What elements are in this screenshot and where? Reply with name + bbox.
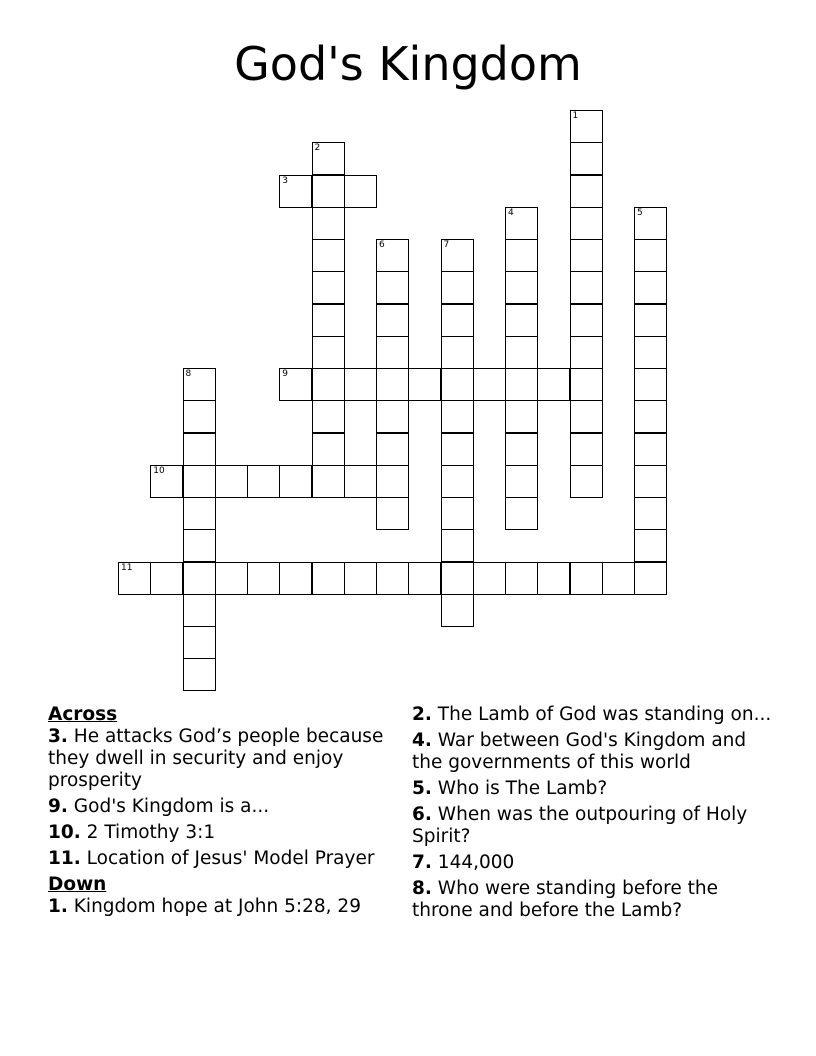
clue-down-4: 4. War between God's Kingdom and the governments of this world [412, 730, 747, 773]
clue-across-3: 3. He attacks God’s people because they dwell in security and enjoy prosperity [48, 726, 384, 791]
grid-cell[interactable] [570, 142, 603, 175]
clue-number: 6 [379, 240, 385, 250]
grid-cell[interactable] [634, 368, 667, 401]
clue-number: 7 [443, 240, 450, 250]
clue-number: 10 [153, 465, 165, 476]
grid-cell[interactable] [505, 336, 538, 369]
grid-cell[interactable] [473, 562, 506, 595]
grid-cell[interactable] [312, 207, 345, 240]
grid-cell[interactable] [570, 304, 603, 337]
grid-cell[interactable] [441, 562, 474, 595]
grid-cell[interactable] [312, 368, 345, 401]
clue-number: 9 [282, 369, 288, 379]
clue-down-5: 5. Who is The Lamb? [412, 778, 608, 799]
grid-cell[interactable] [505, 400, 538, 433]
grid-cell[interactable] [441, 400, 474, 433]
grid-cell[interactable] [376, 562, 409, 595]
grid-cell[interactable] [602, 562, 635, 595]
grid-cell[interactable] [505, 207, 538, 240]
grid-cell[interactable] [279, 562, 312, 595]
grid-cell[interactable] [441, 368, 474, 401]
grid-cell[interactable] [312, 271, 345, 304]
clue-number: 8 [185, 369, 192, 379]
grid-cell[interactable] [634, 497, 667, 530]
grid-cell[interactable] [570, 400, 603, 433]
grid-cell[interactable] [279, 175, 312, 208]
grid-cell[interactable] [570, 110, 603, 143]
grid-cell[interactable] [634, 271, 667, 304]
clue-across-11: 11. Location of Jesus' Model Prayer [48, 848, 375, 869]
grid-cell[interactable] [183, 562, 216, 595]
across-heading: Across [48, 704, 118, 725]
grid-cell[interactable] [408, 368, 441, 401]
clue-across-9: 9. God's Kingdom is a... [48, 796, 270, 817]
clue-down-2: 2. The Lamb of God was standing on... [412, 704, 772, 725]
grid-cell[interactable] [505, 465, 538, 498]
grid-cell[interactable] [441, 529, 474, 562]
grid-cell[interactable] [441, 336, 474, 369]
grid-cell[interactable] [634, 336, 667, 369]
clue-down-8: 8. Who were standing before the throne and before the Lamb? [412, 878, 718, 921]
grid-cell[interactable] [505, 304, 538, 337]
grid-cell[interactable] [312, 562, 345, 595]
clue-number: 2 [314, 143, 321, 154]
grid-cell[interactable] [183, 594, 216, 627]
down-heading: Down [48, 874, 107, 895]
clue-number: 4 [508, 207, 514, 218]
grid-cell[interactable] [570, 368, 603, 401]
clues-left-column [48, 704, 398, 922]
grid-cell[interactable] [441, 304, 474, 337]
grid-cell[interactable] [279, 368, 312, 401]
grid-cell[interactable] [344, 175, 377, 208]
clue-down-1: 1. Kingdom hope at John 5:28, 29 [48, 896, 361, 917]
grid-cell[interactable] [634, 562, 667, 595]
clues-right-column [412, 704, 772, 926]
clue-down-6: 6. When was the outpouring of Holy Spirit? [412, 804, 748, 847]
grid-cell[interactable] [634, 529, 667, 562]
grid-cell[interactable] [183, 465, 216, 498]
clue-across-10: 10. 2 Timothy 3:1 [48, 822, 216, 843]
grid-cell[interactable] [183, 368, 216, 401]
grid-cell[interactable] [505, 271, 538, 304]
grid-cell[interactable] [312, 336, 345, 369]
grid-cell[interactable] [118, 562, 151, 595]
grid-cell[interactable] [247, 562, 280, 595]
grid-cell[interactable] [505, 497, 538, 530]
clue-number: 11 [121, 562, 133, 573]
grid-cell[interactable] [183, 529, 216, 562]
grid-cell[interactable] [376, 368, 409, 401]
grid-cell[interactable] [312, 175, 345, 208]
grid-cell[interactable] [376, 433, 409, 466]
grid-cell[interactable] [312, 400, 345, 433]
grid-cell[interactable] [570, 465, 603, 498]
grid-cell[interactable] [634, 433, 667, 466]
grid-cell[interactable] [408, 562, 441, 595]
grid-cell[interactable] [570, 271, 603, 304]
grid-cell[interactable] [537, 368, 570, 401]
grid-cell[interactable] [441, 594, 474, 627]
clue-number: 5 [637, 207, 643, 218]
grid-cell[interactable] [441, 497, 474, 530]
grid-cell[interactable] [570, 207, 603, 240]
grid-cell[interactable] [505, 368, 538, 401]
grid-cell[interactable] [570, 239, 603, 272]
grid-cell[interactable] [344, 368, 377, 401]
grid-cell[interactable] [215, 562, 248, 595]
clue-number: 3 [282, 175, 288, 186]
grid-cell[interactable] [570, 175, 603, 208]
grid-cell[interactable] [150, 465, 183, 498]
grid-cell[interactable] [441, 239, 474, 272]
grid-cell[interactable] [183, 658, 216, 691]
grid-cell[interactable] [183, 433, 216, 466]
grid-cell[interactable] [537, 562, 570, 595]
grid-cell[interactable] [183, 497, 216, 530]
grid-cell[interactable] [570, 433, 603, 466]
grid-cell[interactable] [183, 626, 216, 659]
grid-cell[interactable] [570, 562, 603, 595]
grid-cell[interactable] [441, 465, 474, 498]
grid-cell[interactable] [634, 207, 667, 240]
clue-down-7: 7. 144,000 [412, 852, 515, 873]
grid-cell[interactable] [505, 239, 538, 272]
grid-cell[interactable] [376, 497, 409, 530]
grid-cell[interactable] [150, 562, 183, 595]
grid-cell[interactable] [376, 465, 409, 498]
grid-cell[interactable] [376, 336, 409, 369]
grid-cell[interactable] [634, 400, 667, 433]
grid-cell[interactable] [312, 142, 345, 175]
grid-cell[interactable] [634, 239, 667, 272]
grid-cell[interactable] [376, 239, 409, 272]
clue-number: 1 [572, 111, 579, 121]
grid-cell[interactable] [279, 465, 312, 498]
grid-cell[interactable] [505, 562, 538, 595]
grid-cell[interactable] [376, 271, 409, 304]
puzzle-title: God's Kingdom [234, 37, 582, 91]
grid-cell[interactable] [570, 336, 603, 369]
grid-cell[interactable] [441, 271, 474, 304]
grid-cell[interactable] [634, 304, 667, 337]
grid-cell[interactable] [247, 465, 280, 498]
grid-cell[interactable] [344, 562, 377, 595]
grid-cell[interactable] [344, 465, 377, 498]
grid-cell[interactable] [473, 368, 506, 401]
grid-cell[interactable] [312, 239, 345, 272]
grid-cell[interactable] [505, 433, 538, 466]
grid-cell[interactable] [376, 304, 409, 337]
grid-cell[interactable] [312, 465, 345, 498]
grid-cell[interactable] [634, 465, 667, 498]
grid-cell[interactable] [312, 433, 345, 466]
grid-cell[interactable] [312, 304, 345, 337]
grid-cell[interactable] [183, 400, 216, 433]
grid-cell[interactable] [376, 400, 409, 433]
grid-cell[interactable] [215, 465, 248, 498]
grid-cell[interactable] [441, 433, 474, 466]
